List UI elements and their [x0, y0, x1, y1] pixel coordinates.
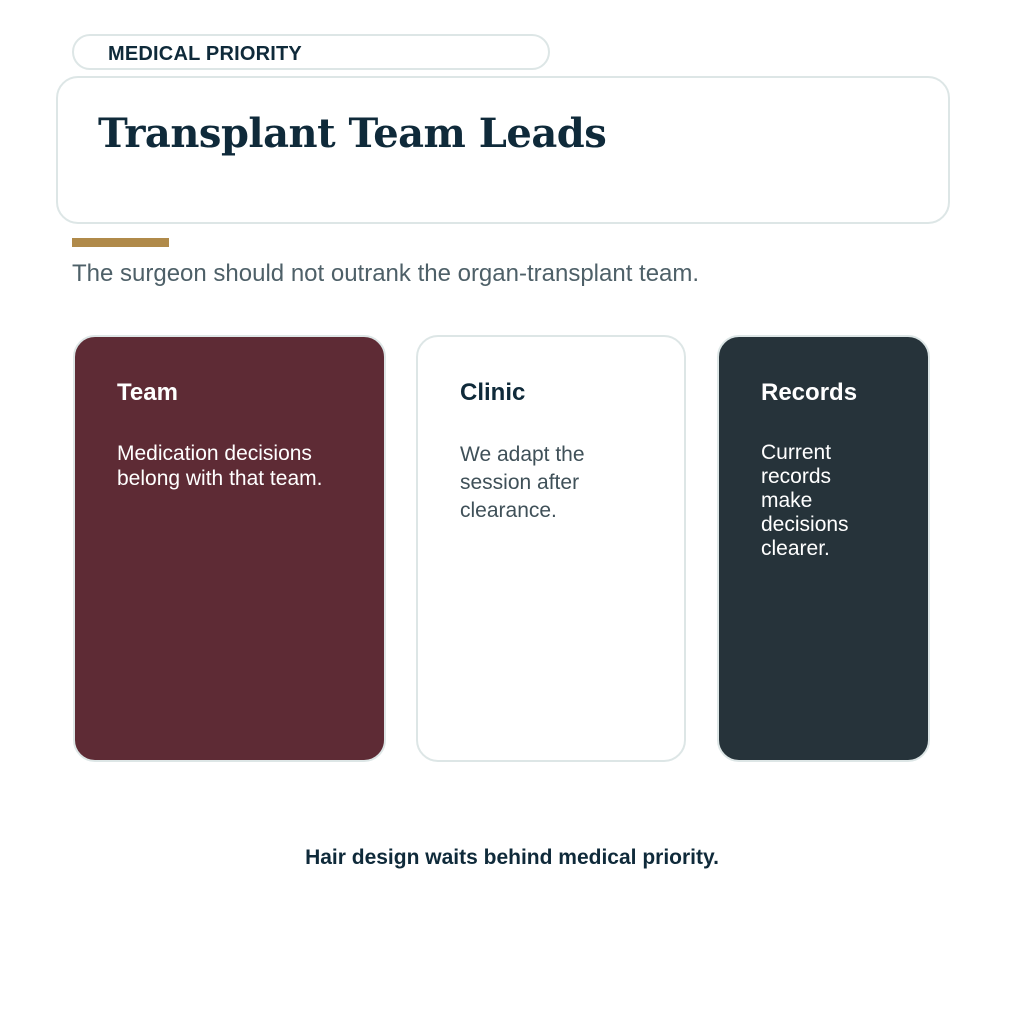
- page-subtitle: The surgeon should not outrank the organ-transplant team.: [72, 260, 700, 287]
- card-clinic: [416, 335, 686, 762]
- card-records-heading: Records: [761, 379, 858, 406]
- card-records-text: Current records make decisions clearer.: [761, 441, 849, 560]
- card-clinic-text: We adapt the session after clearance.: [460, 443, 585, 522]
- eyebrow-label: MEDICAL PRIORITY: [108, 43, 302, 65]
- footer-note: Hair design waits behind medical priority.: [305, 846, 719, 869]
- card-team-heading: Team: [117, 379, 178, 406]
- page-title: Transplant Team Leads: [98, 110, 607, 157]
- accent-divider: [72, 238, 169, 247]
- card-team-text: Medication decisions belong with that team.: [117, 442, 323, 490]
- card-records: [717, 335, 930, 762]
- section-eyebrow-pill: [72, 34, 550, 70]
- title-panel: [56, 76, 950, 224]
- card-clinic-heading: Clinic: [460, 379, 526, 406]
- card-team: [73, 335, 386, 762]
